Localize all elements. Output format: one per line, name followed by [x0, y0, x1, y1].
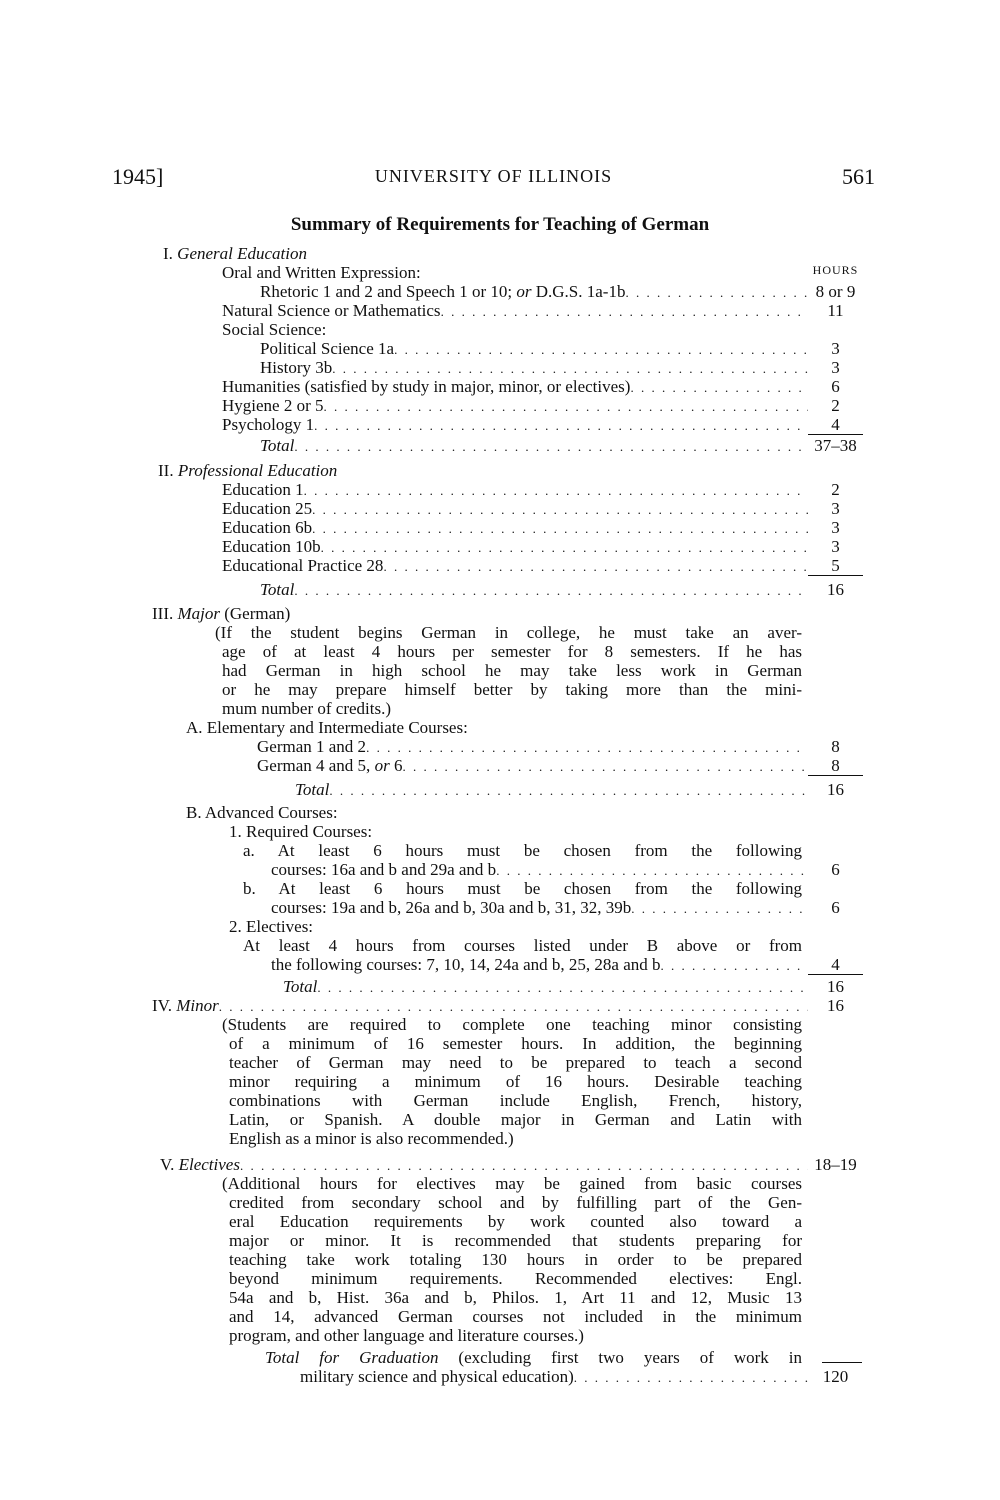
education-1-row: Education 1 . . . [222, 480, 808, 499]
page-header [112, 164, 875, 194]
educational-practice-row: Educational Practice 28 . . . [222, 556, 808, 575]
psychology-row: Psychology 1 . . . [222, 415, 808, 434]
required-b-line-2: courses: 19a and b, 26a and b, 30a and b, 31, 32, 39b . . . [271, 898, 808, 917]
political-science-hours: 3 [831, 339, 840, 358]
education-10b-row: Education 10b . . . [222, 537, 808, 556]
education-6b-row: Education 6b . . . [222, 518, 808, 537]
electives-note: (Additional hours for electives may be gained from basic courses credited from secondary school and by fulfilling part of the Gen- eral Education requirements by work counted also toward a major or minor. It is recommended that students preparing for teaching take work totaling 130 hours in order to be prepared beyond minimum requirements. Recommended electives: Engl. 54a and b, Hist. 36a and b, Philos. 1, Art 11 and 12, Music 13 and 14, advanced German courses not included in the minimum program, and other language and literature courses.) [222, 1174, 802, 1345]
section-4-row: IV. Minor . . . [152, 996, 808, 1015]
history-row: History 3b . . . [260, 358, 808, 377]
oral-written-label: Oral and Written Expression: [222, 263, 421, 282]
electives-sub-label: 2. Electives: [229, 917, 314, 936]
political-science-row: Political Science 1a . . . [260, 339, 808, 358]
minor-hours: 16 [827, 996, 844, 1015]
hygiene-hours: 2 [831, 396, 840, 415]
header-title: UNIVERSITY OF ILLINOIS [374, 166, 613, 186]
social-science-label: Social Science: [222, 320, 327, 339]
elementary-courses-label: A. Elementary and Intermediate Courses: [186, 718, 468, 737]
electives-line-1: At least 4 hours from courses listed under B above or from [243, 936, 802, 955]
required-a-line-1: a. At least 6 hours must be chosen from the following [243, 841, 802, 860]
major-note: (If the student begins German in college, he must take an aver- age of at least 4 hours per semester for 8 semesters. If he has had German in high school he may take less work in German or he may prepare himself better by taking more than the mini- mum number of credits.) [215, 623, 802, 718]
advanced-courses-label: B. Advanced Courses: [186, 803, 338, 822]
section-1-total-row: Total . . . [260, 436, 808, 455]
natural-science-row: Natural Science or Mathematics . . . [222, 301, 808, 320]
advanced-total-row: Total . . . [283, 977, 808, 996]
education-1-hours: 2 [831, 480, 840, 499]
header-year: 1945] [112, 164, 164, 189]
education-10b-hours: 3 [831, 537, 840, 556]
section-1-total-hours: 37–38 [814, 436, 857, 455]
german-4-5-row: German 4 and 5, or 6 . . . [257, 756, 808, 775]
psychology-hours: 4 [808, 415, 863, 435]
german-1-2-row: German 1 and 2 . . . [257, 737, 808, 756]
hygiene-row: Hygiene 2 or 5 . . . [222, 396, 808, 415]
section-2-total-hours: 16 [827, 580, 844, 599]
required-a-hours: 6 [831, 860, 840, 879]
summary-title: Summary of Requirements for Teaching of German [290, 214, 710, 235]
graduation-hours: 120 [822, 1367, 849, 1386]
elementary-total-hours: 16 [827, 780, 844, 799]
history-hours: 3 [831, 358, 840, 377]
rhetoric-hours: 8 or 9 [815, 282, 856, 301]
humanities-hours: 6 [831, 377, 840, 396]
required-a-line-2: courses: 16a and b and 29a and b . . . [271, 860, 808, 879]
graduation-rule [822, 1362, 862, 1363]
education-25-row: Education 25 . . . [222, 499, 808, 518]
section-3-heading: III. Major (German) [152, 604, 291, 623]
electives-line-2: the following courses: 7, 10, 14, 24a and b, 25, 28a and b . . . [271, 955, 808, 974]
hours-column-heading: HOURS [812, 263, 859, 277]
electives-total-hours: 18–19 [814, 1155, 857, 1174]
education-6b-hours: 3 [831, 518, 840, 537]
section-2-heading: II. Professional Education [158, 461, 338, 480]
graduation-line-1: Total for Graduation (excluding first two years of work in [265, 1348, 802, 1367]
required-b-hours: 6 [831, 898, 840, 917]
education-25-hours: 3 [831, 499, 840, 518]
natural-science-hours: 11 [827, 301, 844, 320]
section-2-total-row: Total . . . [260, 580, 808, 599]
section-1-heading: I. General Education [163, 244, 308, 263]
required-b-line-1: b. At least 6 hours must be chosen from the following [243, 879, 802, 898]
section-5-row: V. Electives . . . [160, 1155, 808, 1174]
advanced-total-hours: 16 [827, 977, 844, 996]
minor-note: (Students are required to complete one teaching minor consisting of a minimum of 16 semester hours. In addition, the beginning teacher of German may need to be prepared to teach a second minor requiring a minimum of 16 hours. Desirable teaching combinations with German include English, French, history, Latin, or Spanish. A double major in German and Latin with English as a minor is also recommended.) [222, 1015, 802, 1148]
educational-practice-hours: 5 [808, 556, 863, 576]
german-4-5-hours: 8 [808, 756, 863, 776]
graduation-line-2: military science and physical education) . . . [300, 1367, 808, 1386]
humanities-row: Humanities (satisfied by study in major, minor, or electives) . . . [222, 377, 808, 396]
required-courses-label: 1. Required Courses: [229, 822, 373, 841]
rhetoric-row: Rhetoric 1 and 2 and Speech 1 or 10; or D.G.S. 1a-1b . . . [260, 282, 808, 301]
elementary-total-row: Total . . . [295, 780, 808, 799]
german-1-2-hours: 8 [831, 737, 840, 756]
page-number: 561 [842, 164, 875, 189]
electives-hours: 4 [808, 955, 863, 975]
